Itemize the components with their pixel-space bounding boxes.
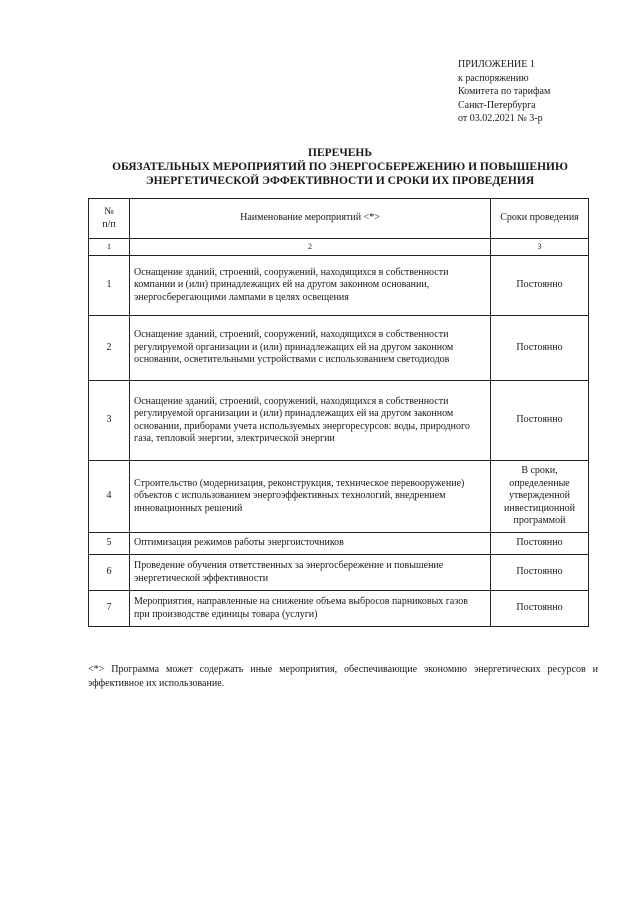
row-measure: Оснащение зданий, строений, сооружений, находящихся в собственности компании и (или) принадлежащих ей на другом законном основании, энергосберегающими лампами в целях освещения xyxy=(130,256,491,316)
row-number: 6 xyxy=(89,555,130,591)
row-measure: Оснащение зданий, строений, сооружений, находящихся в собственности регулируемой организации и (или) принадлежащих ей на другом законном основании, осветительными устройствами с использованием светодиодов xyxy=(130,316,491,381)
row-deadline: В сроки, определенные утвержденной инвестиционной программой xyxy=(491,461,589,533)
row-number: 2 xyxy=(89,316,130,381)
footnote: <*> Программа может содержать иные мероприятия, обеспечивающие экономию энергетических ресурсов и эффективное их использование. xyxy=(88,664,598,689)
row-measure: Оптимизация режимов работы энергоисточников xyxy=(130,533,491,555)
table-row xyxy=(89,591,589,627)
row-measure: Оснащение зданий, строений, сооружений, находящихся в собственности регулируемой организации и (или) принадлежащих ей на другом законном основании, приборами учета используемых энергоресурсов: воды, природного газа, тепловой энергии, электрической энергии xyxy=(130,381,491,461)
table-row xyxy=(89,461,589,533)
table-header-row xyxy=(89,199,589,239)
header-name: Наименование мероприятий <*> xyxy=(130,199,491,239)
appendix-block xyxy=(458,58,550,126)
appendix-line: Санкт-Петербурга xyxy=(458,99,536,111)
row-measure: Строительство (модернизация, реконструкция, техническое перевооружение) объектов с использованием энергоэффективных технологий, внедрением инновационных решений xyxy=(130,461,491,533)
table-row xyxy=(89,316,589,381)
appendix-title: ПРИЛОЖЕНИЕ 1 xyxy=(458,59,535,70)
row-number: 1 xyxy=(89,256,130,316)
title-line: ЭНЕРГЕТИЧЕСКОЙ ЭФФЕКТИВНОСТИ И СРОКИ ИХ ПРОВЕДЕНИЯ xyxy=(145,175,535,187)
measures-table xyxy=(88,198,589,627)
row-number: 7 xyxy=(89,591,130,627)
row-measure: Мероприятия, направленные на снижение объема выбросов парниковых газов при производстве единицы товара (услуги) xyxy=(130,591,491,627)
table-row xyxy=(89,555,589,591)
row-number: 4 xyxy=(89,461,130,533)
index-cell: 3 xyxy=(491,239,589,256)
row-number: 5 xyxy=(89,533,130,555)
title-line: ОБЯЗАТЕЛЬНЫХ МЕРОПРИЯТИЙ ПО ЭНЕРГОСБЕРЕЖЕНИЮ И ПОВЫШЕНИЮ xyxy=(112,161,568,173)
index-cell: 2 xyxy=(130,239,491,256)
row-number: 3 xyxy=(89,381,130,461)
table-row xyxy=(89,533,589,555)
table-row xyxy=(89,256,589,316)
header-num-line1: № xyxy=(104,206,114,217)
document-title xyxy=(100,146,580,188)
row-deadline: Постоянно xyxy=(491,591,589,627)
row-deadline: Постоянно xyxy=(491,381,589,461)
table-index-row xyxy=(89,239,589,256)
row-deadline: Постоянно xyxy=(491,533,589,555)
appendix-line: Комитета по тарифам xyxy=(458,86,551,97)
title-line: ПЕРЕЧЕНЬ xyxy=(308,147,372,159)
appendix-line: к распоряжению xyxy=(458,72,529,84)
index-cell: 1 xyxy=(89,239,130,256)
header-num-line2: п/п xyxy=(102,218,116,230)
row-deadline: Постоянно xyxy=(491,555,589,591)
row-deadline: Постоянно xyxy=(491,256,589,316)
header-due: Сроки проведения xyxy=(491,199,589,239)
row-measure: Проведение обучения ответственных за энергосбережение и повышение энергетической эффективности xyxy=(130,555,491,591)
header-num xyxy=(89,199,130,239)
appendix-date: от 03.02.2021 № 3-р xyxy=(458,113,543,124)
row-deadline: Постоянно xyxy=(491,316,589,381)
table-row xyxy=(89,381,589,461)
